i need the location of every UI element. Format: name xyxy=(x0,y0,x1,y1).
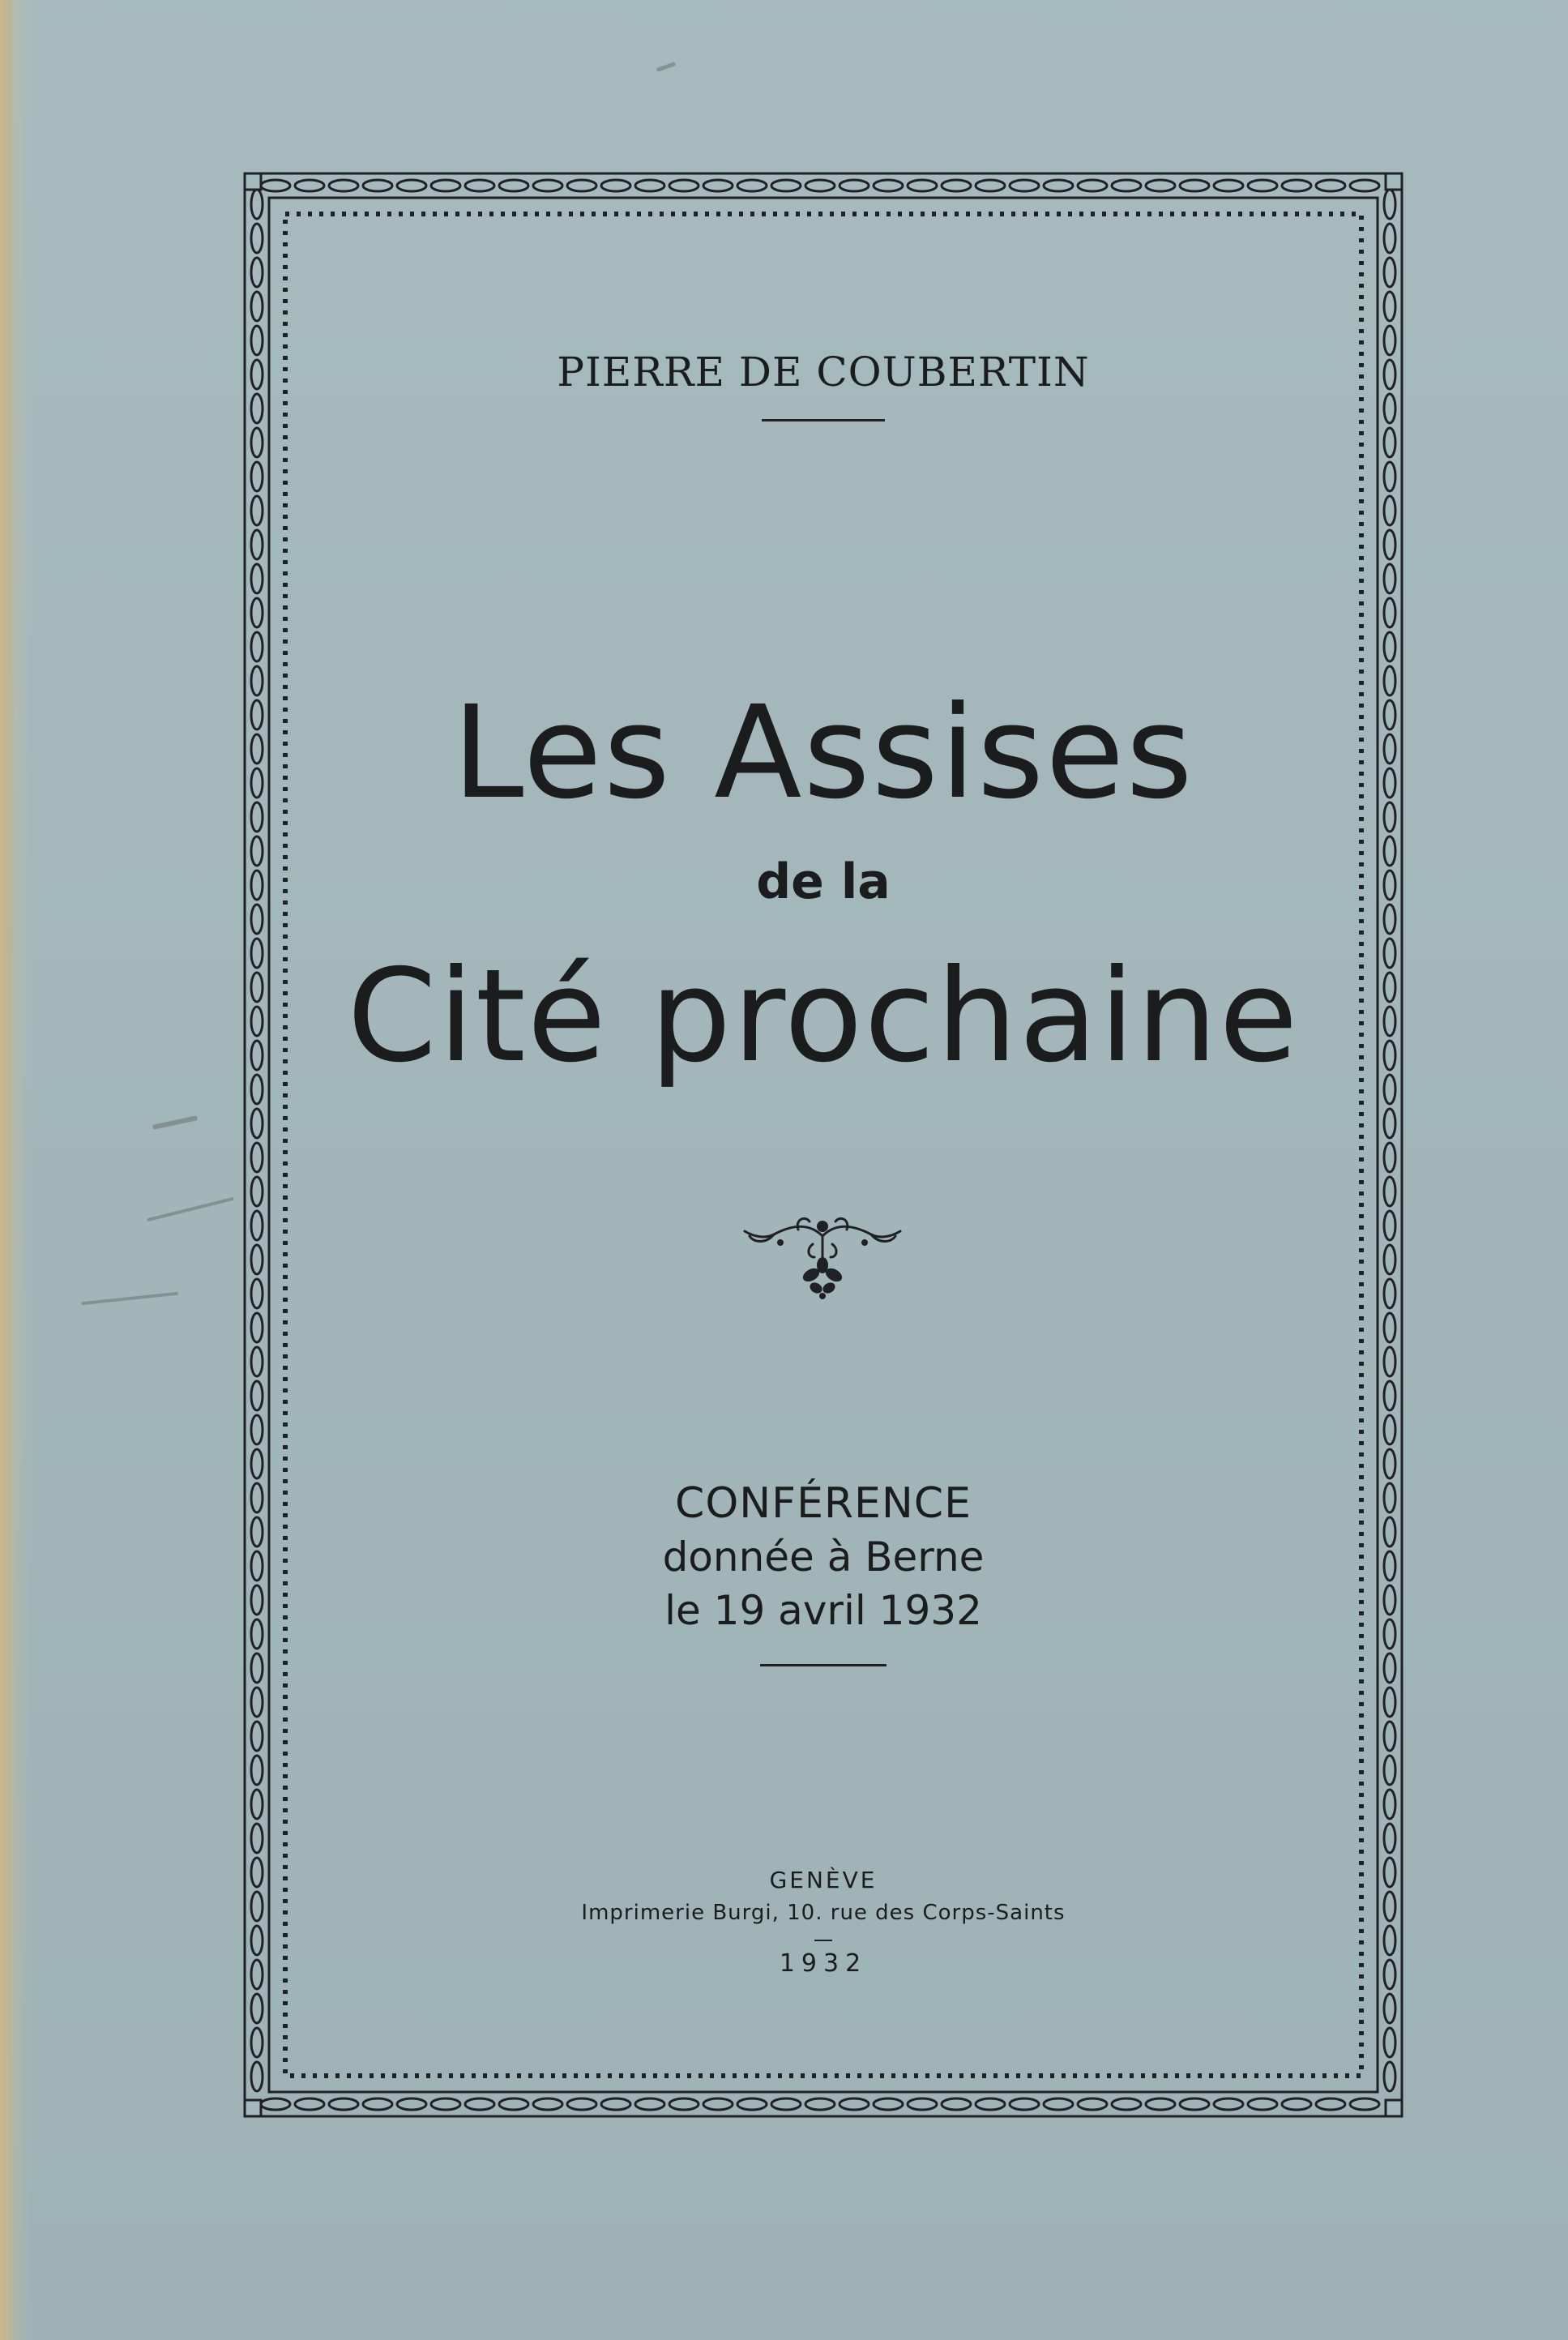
conference-date: le 19 avril 1932 xyxy=(664,1587,982,1634)
author-name: PIERRE DE COUBERTIN xyxy=(557,349,1090,396)
imprint-year: 1932 xyxy=(779,1949,868,1978)
conference-place: donnée à Berne xyxy=(662,1534,985,1581)
conference-heading: CONFÉRENCE xyxy=(675,1479,972,1528)
divider-rule xyxy=(762,419,885,421)
imprint-city: GENÈVE xyxy=(769,1867,878,1893)
divider-dash xyxy=(814,1940,832,1941)
title-line-3: Cité prochaine xyxy=(347,942,1300,1091)
imprint-printer: Imprimerie Burgi, 10. rue des Corps-Saints xyxy=(581,1901,1066,1925)
divider-rule xyxy=(760,1664,887,1666)
floral-vignette-icon xyxy=(741,1212,904,1301)
aged-paper-edge xyxy=(0,0,15,2340)
title-line-2: de la xyxy=(756,853,891,910)
cover-content xyxy=(241,170,1405,2120)
title-line-1: Les Assises xyxy=(452,678,1194,828)
